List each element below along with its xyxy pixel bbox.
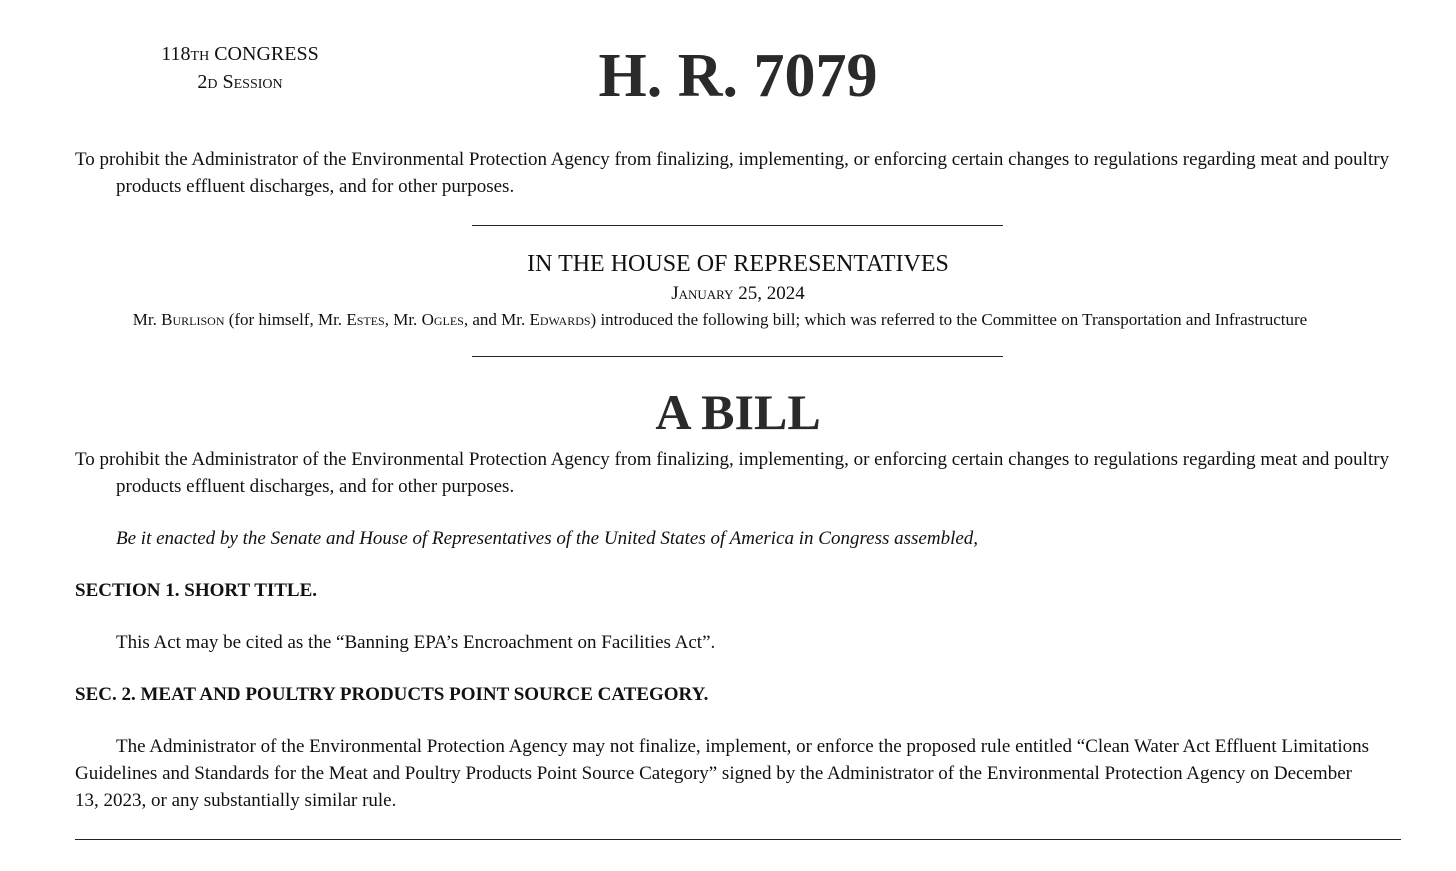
bill-title: A BILL	[655, 384, 821, 440]
session-suffix: d	[207, 71, 218, 93]
sponsor-prefix: Mr.	[132, 310, 157, 329]
section-1-heading: SECTION 1. SHORT TITLE.	[75, 580, 318, 601]
session-word: Session	[222, 71, 283, 93]
cosponsor-text: , and Mr.	[463, 310, 526, 329]
cosponsor-text: , Mr.	[384, 310, 418, 329]
chamber-heading: IN THE HOUSE OF REPRESENTATIVES	[527, 251, 949, 277]
congress-number: 118	[161, 43, 191, 65]
section-1-text: This Act may be cited as the “Banning EPA’s Encroachment on Facilities Act”.	[116, 632, 716, 653]
session-number: 2	[197, 71, 208, 93]
cosponsor-name: Edwards	[529, 310, 591, 329]
enacting-clause: Be it enacted by the Senate and House of Representatives of the United States of America in Congress assembled,	[116, 528, 979, 549]
section-2-text: The Administrator of the Environmental Protection Agency may not finalize, implement, or enforce the proposed rule entitled “Clean Water Act Effluent Limitations Guidelines and Standards for the Meat and Poultry Products Point Source Category” signed by the Administrator of the Environmental Protection Agency on December 13, 2023, or any substantially similar rule.	[75, 736, 1369, 811]
bill-purpose: To prohibit the Administrator of the Environmental Protection Agency from finalizing, implementing, or enforcing certain changes to regulations regarding meat and poultry products effluent discharges, and for other purposes.	[75, 449, 1390, 497]
section-2-heading: SEC. 2. MEAT AND POULTRY PRODUCTS POINT SOURCE CATEGORY.	[75, 684, 709, 705]
cosponsor-text: (for himself, Mr.	[228, 310, 343, 329]
introduction-date: January 25, 2024	[671, 283, 805, 304]
sponsor-line	[0, 308, 1440, 332]
divider-middle	[472, 356, 1003, 357]
sponsor-name: Burlison	[161, 310, 225, 329]
congress-suffix: th	[190, 43, 210, 65]
divider-top	[472, 225, 1003, 226]
divider-bottom	[75, 839, 1401, 840]
congress-word: CONGRESS	[214, 43, 319, 65]
bill-number: H. R. 7079	[598, 42, 878, 110]
bill-purpose-summary: To prohibit the Administrator of the Environmental Protection Agency from finalizing, implementing, or enforcing certain changes to regulations regarding meat and poultry products effluent discharges, and for other purposes.	[75, 149, 1390, 197]
cosponsor-name: Estes	[346, 310, 385, 329]
referral-text: ) introduced the following bill; which was referred to the Committee on Transportation and Infrastructure	[590, 310, 1308, 329]
cosponsor-name: Ogles	[421, 310, 464, 329]
